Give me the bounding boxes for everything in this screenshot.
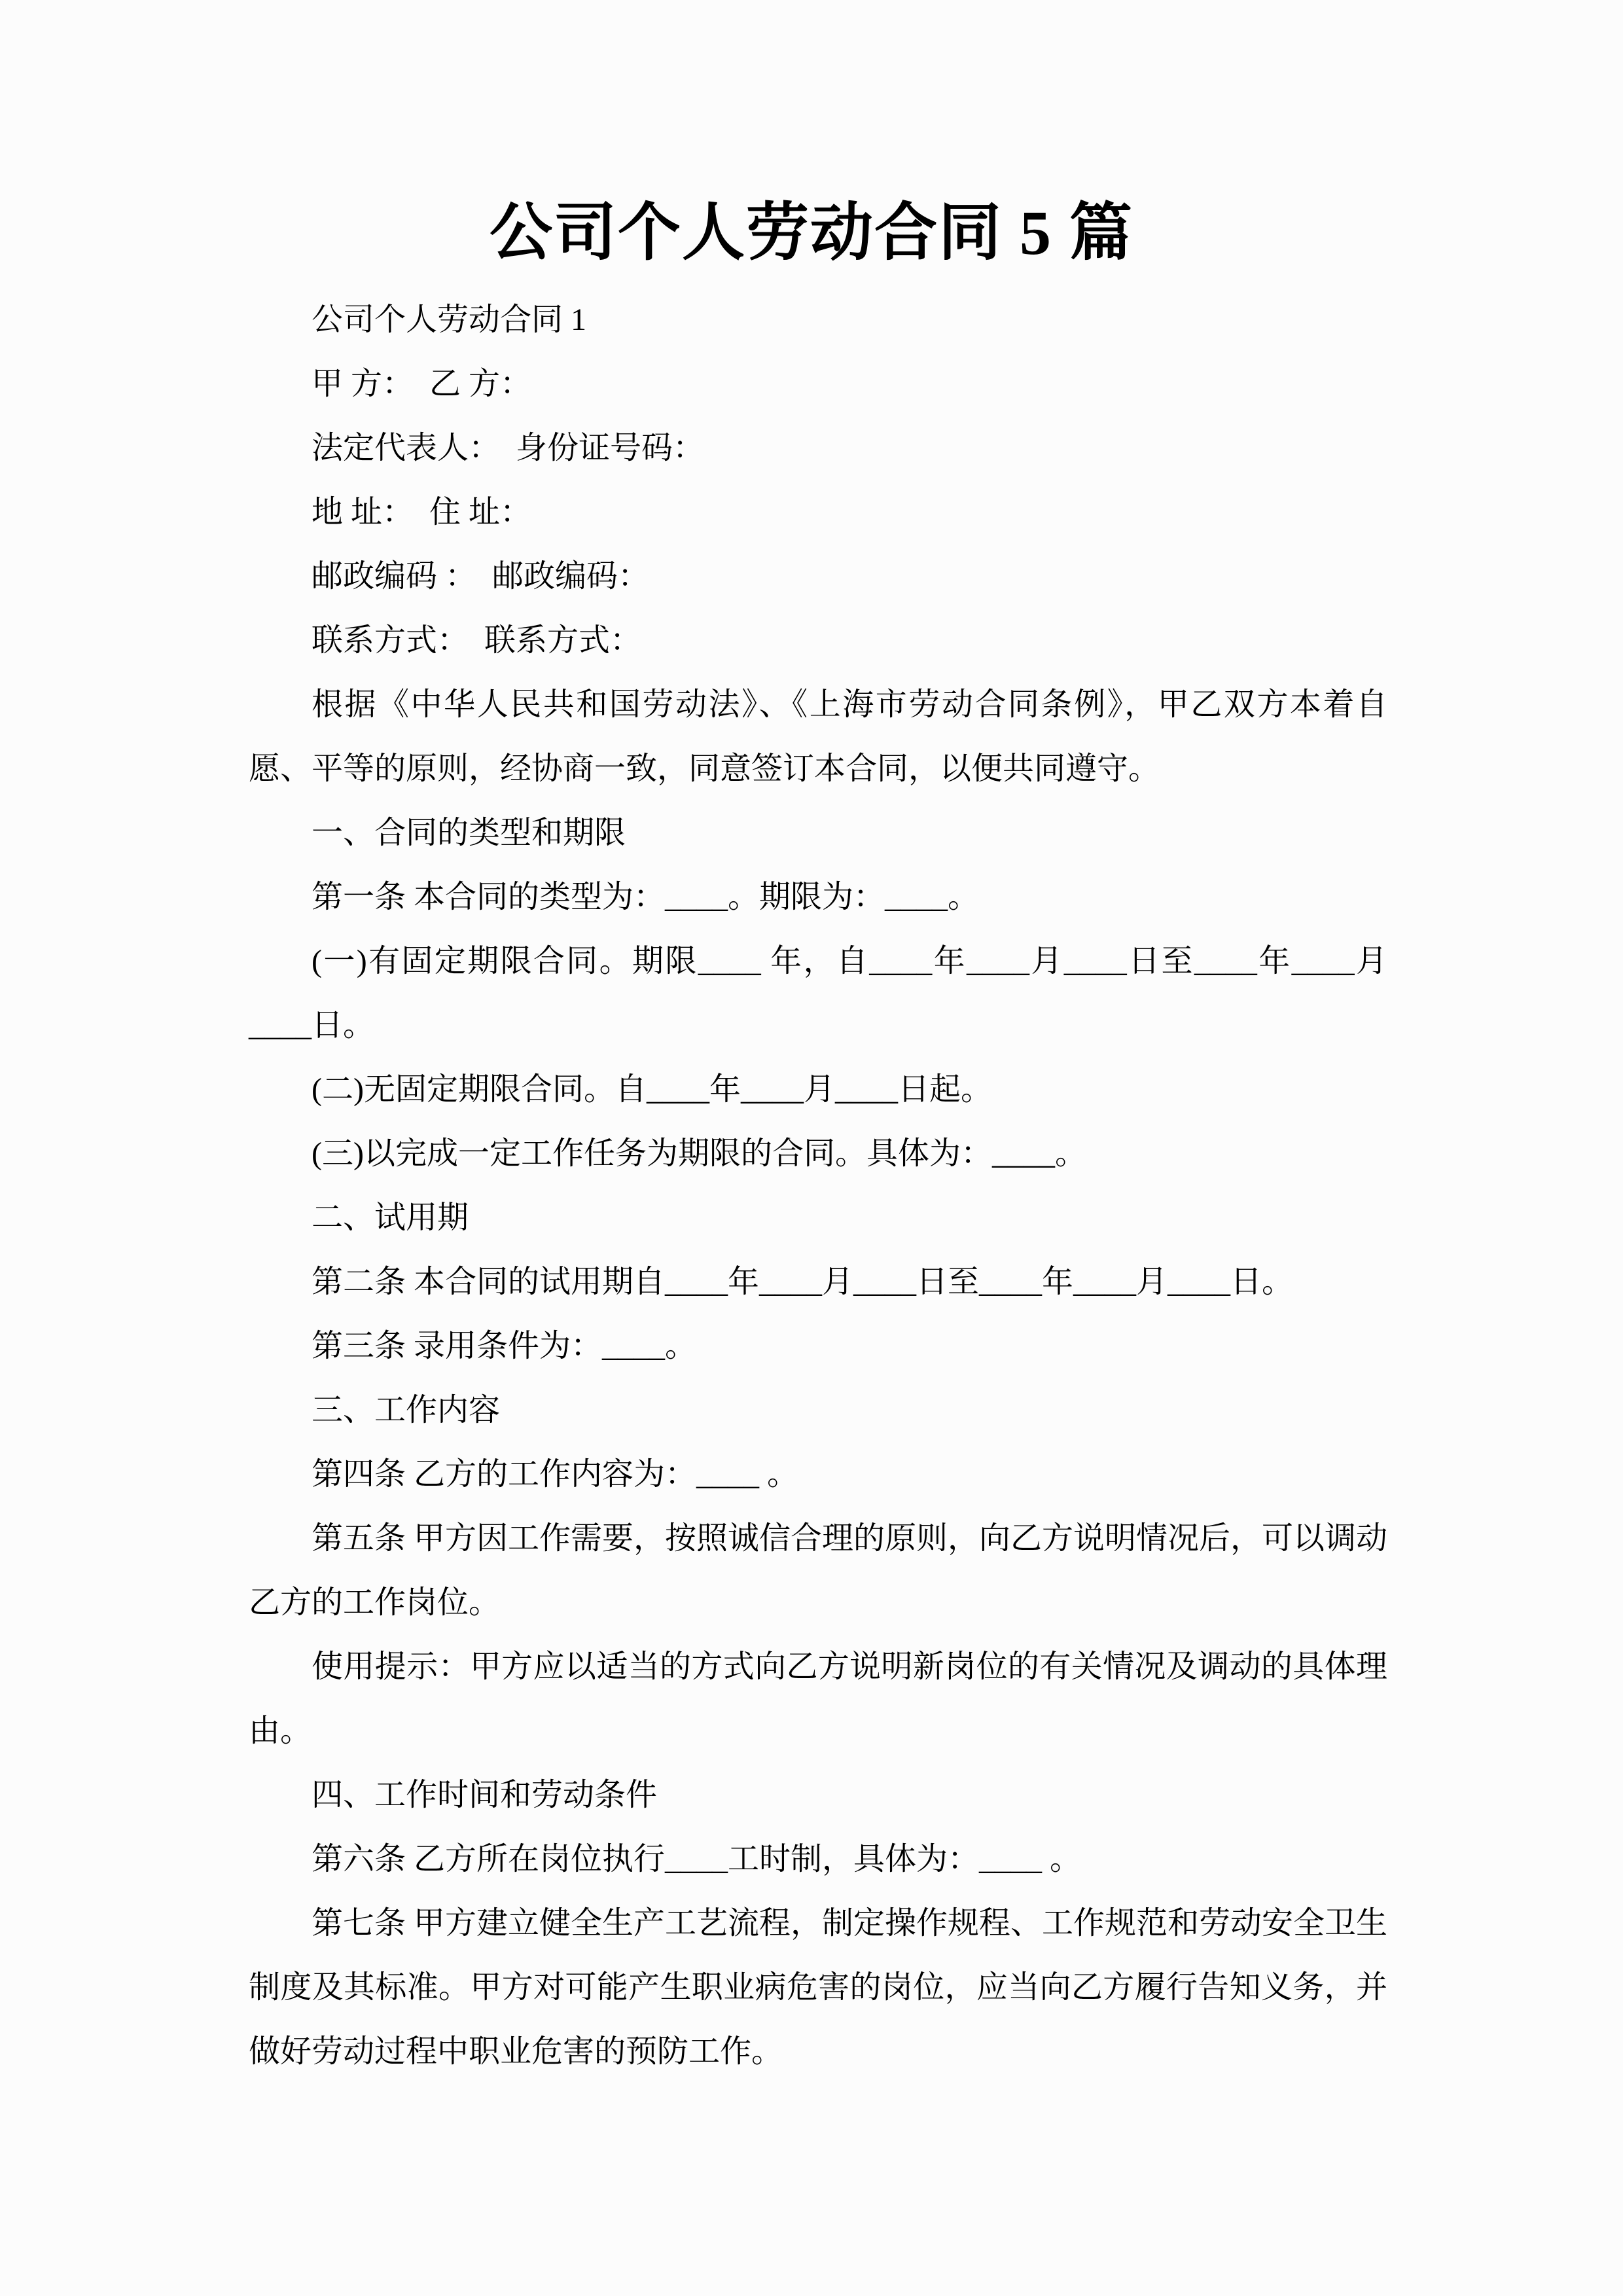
paragraph: 公司个人劳动合同 1 <box>312 302 587 337</box>
paragraph: 联系方式： 联系方式： <box>312 623 642 658</box>
paragraph: 第五条 甲方因工作需要，按照诚信合理的原则，向乙方说明情况后，可以调动乙方的工作岗位。 <box>249 1521 1388 1620</box>
paragraph: 第三条 录用条件为：____。 <box>312 1329 697 1363</box>
paragraph: 第二条 本合同的试用期自____年____月____日至____年____月____日。 <box>312 1265 1294 1299</box>
paragraph: 邮政编码 ： 邮政编码： <box>312 559 650 594</box>
paragraph: 三、工作内容 <box>312 1393 501 1427</box>
paragraph: 使用提示：甲方应以适当的方式向乙方说明新岗位的有关情况及调动的具体理由。 <box>249 1649 1387 1748</box>
paragraph: (一)有固定期限合同。期限____ 年，自____年____月____日至____年____月____日。 <box>249 944 1387 1043</box>
paragraph: (二)无固定期限合同。自____年____月____日起。 <box>312 1072 992 1107</box>
paragraph: 第四条 乙方的工作内容为：____ 。 <box>312 1457 799 1492</box>
paragraph: 二、试用期 <box>312 1200 469 1235</box>
paragraph: 第六条 乙方所在岗位执行____工时制，具体为：____ 。 <box>312 1842 1082 1876</box>
document-body <box>249 288 1387 2084</box>
paragraph: 甲 方： 乙 方： <box>312 367 532 401</box>
paragraph: 地 址： 住 址： <box>312 495 532 529</box>
paragraph: 法定代表人： 身份证号码： <box>312 431 705 465</box>
paragraph: (三)以完成一定工作任务为期限的合同。具体为：____。 <box>312 1136 1086 1171</box>
paragraph: 第一条 本合同的类型为：____。期限为：____。 <box>312 880 980 914</box>
document-title: 公司个人劳动合同 5 篇 <box>490 198 1133 268</box>
paragraph: 根据《中华人民共和国劳动法》、《上海市劳动合同条例》，甲乙双方本着自愿、平等的原则，经协商一致，同意签订本合同，以便共同遵守。 <box>249 687 1387 786</box>
paragraph: 四、工作时间和劳动条件 <box>312 1778 658 1812</box>
paragraph: 第七条 甲方建立健全生产工艺流程，制定操作规程、工作规范和劳动安全卫生制度及其标准。甲方对可能产生职业病危害的岗位，应当向乙方履行告知义务，并做好劳动过程中职业危害的预防工作。 <box>249 1906 1388 2069</box>
paragraph: 一、合同的类型和期限 <box>312 816 626 850</box>
